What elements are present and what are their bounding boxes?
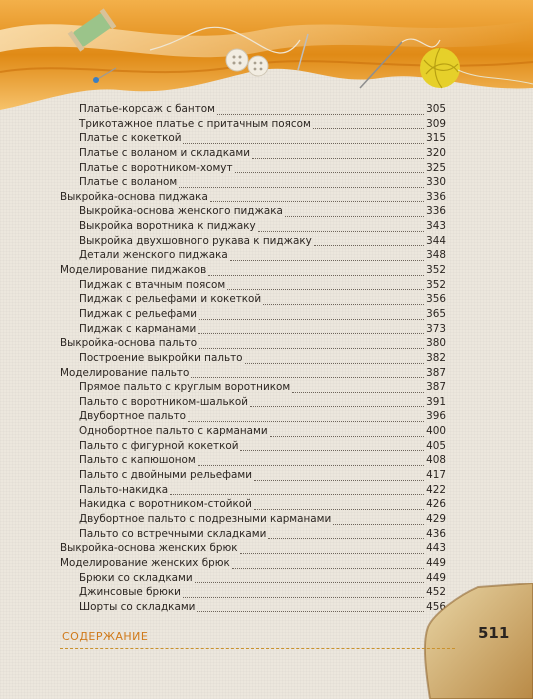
toc-entry-title: Детали женского пиджака — [79, 249, 228, 262]
toc-dot-leader — [198, 462, 424, 466]
toc-entry-title: Пальто со встречными складками — [79, 527, 267, 540]
toc-entry-page: 452 — [426, 586, 446, 599]
toc-entry — [60, 205, 446, 220]
toc-entry-title: Выкройка-основа женского пиджака — [79, 205, 283, 218]
toc-dot-leader — [258, 228, 424, 232]
toc-entry — [60, 410, 446, 425]
toc-entry-page: 382 — [426, 351, 446, 364]
toc-entry — [60, 528, 446, 543]
toc-entry-page: 373 — [426, 322, 446, 335]
toc-entry-title: Платье с воланом — [79, 176, 178, 189]
toc-dot-leader — [227, 286, 424, 290]
toc-entry-page: 426 — [426, 498, 446, 511]
toc-entry-title: Платье с воланом и складками — [79, 146, 250, 159]
toc-entry-title: Шорты со складками — [79, 600, 196, 613]
toc-entry — [60, 352, 446, 367]
toc-dot-leader — [245, 360, 424, 364]
toc-entry-page: 325 — [426, 161, 446, 174]
toc-dot-leader — [235, 169, 424, 173]
silk-header-decoration — [0, 0, 533, 110]
toc-entry-title: Выкройка-основа пиджака — [60, 190, 208, 203]
toc-entry — [60, 323, 446, 338]
toc-entry — [60, 454, 446, 469]
toc-entry-title: Пальто с двойными рельефами — [79, 469, 252, 482]
toc-entry-page: 449 — [426, 556, 446, 569]
toc-entry-page: 352 — [426, 264, 446, 277]
toc-entry-page: 356 — [426, 293, 446, 306]
toc-entry-title: Построение выкройки пальто — [79, 351, 243, 364]
toc-dot-leader — [198, 330, 424, 334]
toc-entry-title: Моделирование пиджаков — [60, 264, 207, 277]
toc-entry-title: Пиджак с рельефами и кокеткой — [79, 293, 262, 306]
toc-entry-title: Однобортное пальто с карманами — [79, 425, 268, 438]
toc-entry — [60, 103, 446, 118]
toc-entry-page: 320 — [426, 146, 446, 159]
toc-dot-leader — [292, 389, 424, 393]
toc-entry-title: Платье с кокеткой — [79, 132, 182, 145]
toc-entry-page: 365 — [426, 307, 446, 320]
toc-entry-title: Накидка с воротником-стойкой — [79, 498, 252, 511]
toc-entry — [60, 440, 446, 455]
toc-dot-leader — [195, 579, 424, 583]
footer-divider — [60, 648, 455, 649]
toc-entry — [60, 469, 446, 484]
toc-entry-title: Моделирование пальто — [60, 366, 190, 379]
toc-dot-leader — [285, 213, 424, 217]
toc-dot-leader — [199, 316, 424, 320]
toc-dot-leader — [232, 565, 424, 569]
toc-dot-leader — [250, 403, 424, 407]
toc-entry — [60, 308, 446, 323]
toc-entry-page: 429 — [426, 512, 446, 525]
toc-entry-title: Пальто с воротником-шалькой — [79, 395, 248, 408]
toc-entry — [60, 586, 446, 601]
toc-dot-leader — [208, 272, 424, 276]
toc-dot-leader — [314, 242, 424, 246]
toc-entry — [60, 191, 446, 206]
toc-entry-page: 309 — [426, 117, 446, 130]
toc-dot-leader — [230, 257, 424, 261]
toc-entry-title: Выкройка воротника к пиджаку — [79, 220, 256, 233]
toc-entry-page: 400 — [426, 425, 446, 438]
toc-entry-title: Двубортное пальто с подрезными карманами — [79, 512, 332, 525]
toc-entry — [60, 484, 446, 499]
toc-entry — [60, 249, 446, 264]
toc-entry-title: Брюки со складками — [79, 571, 193, 584]
toc-dot-leader — [268, 535, 424, 539]
page-number: 511 — [478, 624, 510, 642]
toc-entry-page: 305 — [426, 103, 446, 115]
toc-entry — [60, 132, 446, 147]
toc-entry-page: 443 — [426, 542, 446, 555]
toc-entry — [60, 601, 446, 616]
toc-entry — [60, 498, 446, 513]
toc-dot-leader — [313, 125, 424, 129]
toc-entry-title: Пиджак с втачным поясом — [79, 278, 226, 291]
toc-dot-leader — [179, 184, 424, 188]
toc-entry-title: Прямое пальто с круглым воротником — [79, 381, 291, 394]
toc-entry-title: Пиджак с карманами — [79, 322, 197, 335]
toc-entry — [60, 220, 446, 235]
toc-entry-title: Выкройка-основа женских брюк — [60, 542, 238, 555]
toc-entry-page: 380 — [426, 337, 446, 350]
toc-entry-page: 336 — [426, 205, 446, 218]
toc-entry-title: Пиджак с рельефами — [79, 307, 198, 320]
toc-dot-leader — [170, 491, 424, 495]
toc-entry — [60, 396, 446, 411]
toc-entry — [60, 264, 446, 279]
toc-dot-leader — [270, 433, 424, 437]
toc-entry — [60, 235, 446, 250]
toc-entry-title: Выкройка двухшовного рукава к пиджаку — [79, 234, 312, 247]
toc-dot-leader — [183, 594, 424, 598]
toc-entry-page: 348 — [426, 249, 446, 262]
toc-dot-leader — [199, 345, 424, 349]
toc-dot-leader — [252, 155, 424, 159]
toc-entry — [60, 557, 446, 572]
toc-entry-page: 352 — [426, 278, 446, 291]
toc-entry-page: 387 — [426, 366, 446, 379]
toc-dot-leader — [333, 521, 424, 525]
toc-entry — [60, 367, 446, 382]
toc-entry — [60, 513, 446, 528]
table-of-contents — [60, 103, 446, 615]
toc-entry-title: Джинсовые брюки — [79, 586, 181, 599]
toc-dot-leader — [191, 374, 424, 378]
toc-entry-page: 417 — [426, 469, 446, 482]
toc-entry-title: Пальто с капюшоном — [79, 454, 196, 467]
toc-dot-leader — [263, 301, 424, 305]
toc-entry — [60, 293, 446, 308]
toc-entry-title: Пальто с фигурной кокеткой — [79, 439, 239, 452]
toc-entry-page: 408 — [426, 454, 446, 467]
toc-entry-title: Пальто-накидка — [79, 483, 169, 496]
toc-entry — [60, 162, 446, 177]
toc-entry-title: Платье с воротником-хомут — [79, 161, 233, 174]
toc-entry-page: 344 — [426, 234, 446, 247]
toc-entry-title: Двубортное пальто — [79, 410, 186, 423]
section-label: СОДЕРЖАНИЕ — [62, 630, 149, 643]
toc-entry-page: 405 — [426, 439, 446, 452]
toc-dot-leader — [197, 608, 424, 612]
toc-dot-leader — [183, 140, 424, 144]
toc-entry-page: 343 — [426, 220, 446, 233]
parchment-note — [420, 583, 533, 699]
toc-entry-page: 436 — [426, 527, 446, 540]
toc-entry-page: 396 — [426, 410, 446, 423]
toc-dot-leader — [217, 111, 424, 115]
toc-dot-leader — [254, 477, 424, 481]
toc-entry-page: 456 — [426, 600, 446, 613]
toc-entry — [60, 279, 446, 294]
toc-dot-leader — [240, 550, 425, 554]
toc-entry — [60, 425, 446, 440]
toc-entry-page: 422 — [426, 483, 446, 496]
toc-dot-leader — [254, 506, 424, 510]
toc-entry — [60, 176, 446, 191]
toc-entry — [60, 381, 446, 396]
toc-dot-leader — [240, 447, 424, 451]
toc-entry-page: 391 — [426, 395, 446, 408]
toc-entry-page: 387 — [426, 381, 446, 394]
toc-entry-page: 330 — [426, 176, 446, 189]
toc-entry-title: Моделирование женских брюк — [60, 556, 230, 569]
toc-entry-page: 449 — [426, 571, 446, 584]
toc-entry-page: 336 — [426, 190, 446, 203]
toc-entry-title: Платье-корсаж с бантом — [79, 103, 215, 115]
toc-entry — [60, 542, 446, 557]
toc-entry — [60, 147, 446, 162]
toc-entry-title: Выкройка-основа пальто — [60, 337, 198, 350]
toc-entry — [60, 118, 446, 133]
toc-dot-leader — [210, 198, 424, 202]
toc-entry — [60, 337, 446, 352]
toc-dot-leader — [188, 418, 424, 422]
toc-entry-title: Трикотажное платье с притачным поясом — [79, 117, 311, 130]
toc-entry-page: 315 — [426, 132, 446, 145]
toc-entry — [60, 572, 446, 587]
